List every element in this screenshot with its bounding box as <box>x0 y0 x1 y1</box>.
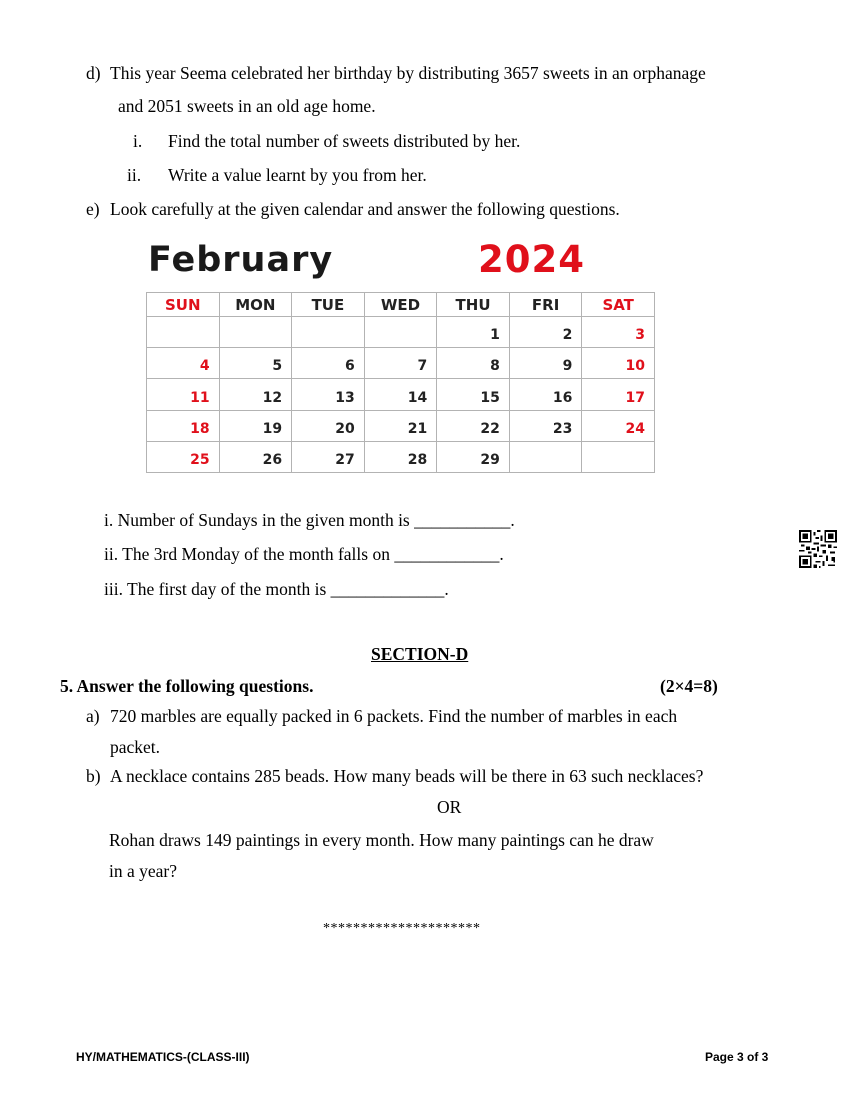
calendar-month: February <box>148 240 334 280</box>
question-d-line1: This year Seema celebrated her birthday by distributing 3657 sweets in an orphanage <box>110 63 706 83</box>
date-cell: 20 <box>292 410 365 441</box>
date-cell: 3 <box>582 317 655 348</box>
day-header: FRI <box>509 293 582 317</box>
date-cell: 13 <box>292 379 365 410</box>
day-header: WED <box>364 293 437 317</box>
question-d-i-label: i. <box>133 131 143 151</box>
date-cell: 9 <box>509 348 582 379</box>
date-cell <box>509 441 582 472</box>
date-cell: 7 <box>364 348 437 379</box>
date-cell: 11 <box>147 379 220 410</box>
date-cell <box>219 317 292 348</box>
date-cell: 19 <box>219 410 292 441</box>
date-cell: 29 <box>437 441 510 472</box>
date-cell <box>364 317 437 348</box>
date-cell: 1 <box>437 317 510 348</box>
end-stars: ********************* <box>323 921 481 936</box>
date-cell: 17 <box>582 379 655 410</box>
date-cell: 8 <box>437 348 510 379</box>
question-e-i: i. Number of Sundays in the given month is ___________. <box>104 510 515 530</box>
calendar-week <box>147 348 655 379</box>
question-e-ii: ii. The 3rd Monday of the month falls on ____________. <box>104 544 504 564</box>
question-d-i-text: Find the total number of sweets distributed by her. <box>168 131 521 151</box>
footer-subject: HY/MATHEMATICS-(CLASS-III) <box>76 1050 250 1064</box>
date-cell: 28 <box>364 441 437 472</box>
date-cell: 25 <box>147 441 220 472</box>
calendar-grid <box>146 292 655 473</box>
date-cell: 23 <box>509 410 582 441</box>
date-cell: 22 <box>437 410 510 441</box>
date-cell: 15 <box>437 379 510 410</box>
calendar-week <box>147 410 655 441</box>
question-d-ii-label: ii. <box>127 165 142 185</box>
date-cell: 24 <box>582 410 655 441</box>
qr-code-icon <box>799 530 837 568</box>
question-5-title: 5. Answer the following questions. <box>60 676 314 696</box>
date-cell: 5 <box>219 348 292 379</box>
day-header: MON <box>219 293 292 317</box>
alternative-line1: Rohan draws 149 paintings in every month. How many paintings can he draw <box>109 830 654 850</box>
question-a-line1: 720 marbles are equally packed in 6 packets. Find the number of marbles in each <box>110 706 678 726</box>
question-d-ii-text: Write a value learnt by you from her. <box>168 165 427 185</box>
date-cell: 27 <box>292 441 365 472</box>
question-b-label: b) <box>86 766 101 786</box>
date-cell: 18 <box>147 410 220 441</box>
alternative-line2: in a year? <box>109 861 178 881</box>
calendar-week <box>147 379 655 410</box>
question-e-iii: iii. The first day of the month is _____________. <box>104 579 449 599</box>
date-cell <box>582 441 655 472</box>
question-a-line2: packet. <box>110 737 161 757</box>
question-b-text: A necklace contains 285 beads. How many beads will be there in 63 such necklaces? <box>110 766 704 786</box>
date-cell: 6 <box>292 348 365 379</box>
question-5-marks: (2×4=8) <box>660 676 718 696</box>
question-e-label: e) <box>86 199 100 219</box>
question-e-text: Look carefully at the given calendar and answer the following questions. <box>110 199 620 219</box>
date-cell <box>147 317 220 348</box>
section-heading: SECTION-D <box>371 644 469 664</box>
calendar-week <box>147 317 655 348</box>
calendar-year: 2024 <box>478 238 585 281</box>
or-label: OR <box>437 797 462 817</box>
date-cell: 2 <box>509 317 582 348</box>
day-header: TUE <box>292 293 365 317</box>
date-cell: 12 <box>219 379 292 410</box>
date-cell: 16 <box>509 379 582 410</box>
date-cell: 10 <box>582 348 655 379</box>
day-header: THU <box>437 293 510 317</box>
footer-page-number: Page 3 of 3 <box>705 1050 769 1064</box>
date-cell: 14 <box>364 379 437 410</box>
calendar-header-row <box>147 293 655 317</box>
date-cell <box>292 317 365 348</box>
date-cell: 21 <box>364 410 437 441</box>
question-a-label: a) <box>86 706 100 726</box>
question-d-line2: and 2051 sweets in an old age home. <box>118 96 376 116</box>
day-header: SAT <box>582 293 655 317</box>
calendar-week <box>147 441 655 472</box>
date-cell: 26 <box>219 441 292 472</box>
day-header: SUN <box>147 293 220 317</box>
date-cell: 4 <box>147 348 220 379</box>
question-d-label: d) <box>86 63 101 83</box>
